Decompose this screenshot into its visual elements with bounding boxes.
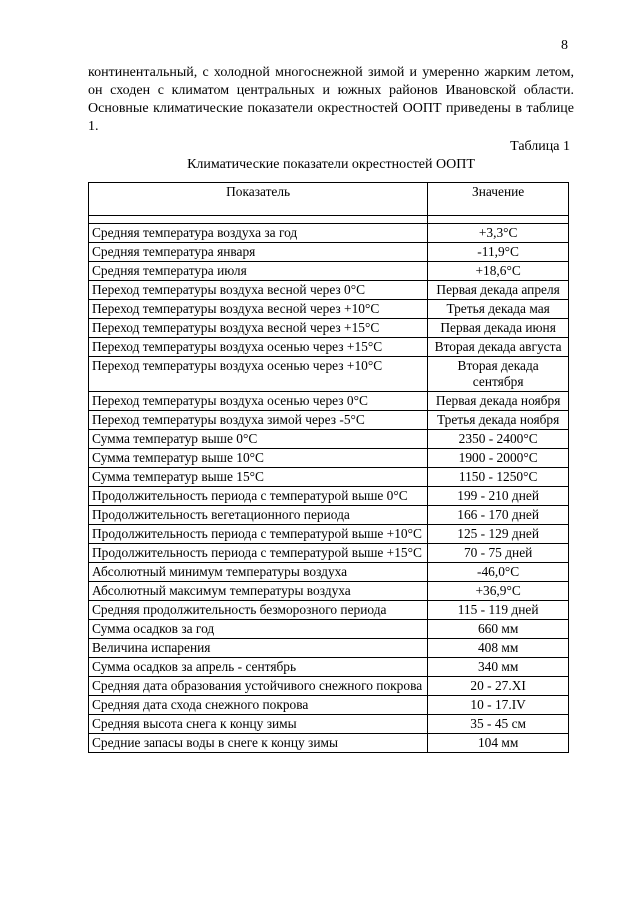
table-row xyxy=(89,449,569,468)
indicator-cell: Средняя дата схода снежного покрова xyxy=(89,696,428,715)
indicator-cell: Продолжительность периода с температурой выше +15°C xyxy=(89,544,428,563)
table-row xyxy=(89,338,569,357)
value-cell: +3,3°C xyxy=(428,224,569,243)
header-value: Значение xyxy=(428,183,569,216)
value-cell: 199 - 210 дней xyxy=(428,487,569,506)
table-row xyxy=(89,677,569,696)
indicator-cell: Средняя высота снега к концу зимы xyxy=(89,715,428,734)
indicator-cell: Переход температуры воздуха осенью через 0°C xyxy=(89,392,428,411)
indicator-cell: Абсолютный минимум температуры воздуха xyxy=(89,563,428,582)
table-row xyxy=(89,582,569,601)
table-label: Таблица 1 xyxy=(510,139,570,154)
intro-paragraph xyxy=(88,64,574,136)
table-row xyxy=(89,620,569,639)
value-cell: Вторая декада августа xyxy=(428,338,569,357)
table-row xyxy=(89,487,569,506)
table-body xyxy=(89,216,569,753)
table-row xyxy=(89,639,569,658)
table-header-row xyxy=(89,183,569,216)
table-row xyxy=(89,300,569,319)
intro-text: континентальный, с холодной многоснежной зимой и умеренно жарким летом, он сходен с климатом центральных и южных районов Ивановской области. Основные климатические показатели окрестностей ООПТ приведены в таблице 1. xyxy=(88,65,574,134)
table-row xyxy=(89,468,569,487)
table-row xyxy=(89,392,569,411)
value-cell: Первая декада ноября xyxy=(428,392,569,411)
value-cell: 125 - 129 дней xyxy=(428,525,569,544)
table-row xyxy=(89,506,569,525)
indicator-cell: Переход температуры воздуха весной через +15°C xyxy=(89,319,428,338)
value-cell: 1150 - 1250°C xyxy=(428,468,569,487)
table-row xyxy=(89,224,569,243)
table-row xyxy=(89,262,569,281)
indicator-cell: Сумма температур выше 0°C xyxy=(89,430,428,449)
value-cell: Третья декада мая xyxy=(428,300,569,319)
value-cell: +18,6°C xyxy=(428,262,569,281)
value-cell: 10 - 17.IV xyxy=(428,696,569,715)
indicator-cell: Продолжительность вегетационного периода xyxy=(89,506,428,525)
value-cell: 166 - 170 дней xyxy=(428,506,569,525)
table-row xyxy=(89,411,569,430)
indicator-cell: Средние запасы воды в снеге к концу зимы xyxy=(89,734,428,753)
value-cell: 20 - 27.XI xyxy=(428,677,569,696)
value-cell: 660 мм xyxy=(428,620,569,639)
indicator-cell: Сумма температур выше 15°C xyxy=(89,468,428,487)
table-row xyxy=(89,281,569,300)
table-row xyxy=(89,715,569,734)
indicator-cell: Сумма осадков за год xyxy=(89,620,428,639)
value-cell: 35 - 45 см xyxy=(428,715,569,734)
value-cell: 104 мм xyxy=(428,734,569,753)
value-cell: 70 - 75 дней xyxy=(428,544,569,563)
indicator-cell: Переход температуры воздуха весной через +10°C xyxy=(89,300,428,319)
indicator-cell: Средняя температура воздуха за год xyxy=(89,224,428,243)
table-row xyxy=(89,563,569,582)
value-cell: +36,9°C xyxy=(428,582,569,601)
value-cell: -46,0°C xyxy=(428,563,569,582)
table-row xyxy=(89,525,569,544)
table-row xyxy=(89,430,569,449)
table-row xyxy=(89,658,569,677)
table-row xyxy=(89,243,569,262)
value-cell: Вторая декада сентября xyxy=(428,357,569,392)
table-row xyxy=(89,544,569,563)
indicator-cell: Переход температуры воздуха весной через 0°C xyxy=(89,281,428,300)
indicator-cell: Средняя дата образования устойчивого снежного покрова xyxy=(89,677,428,696)
table-caption: Климатические показатели окрестностей ООПТ xyxy=(187,157,475,172)
value-cell: Третья декада ноября xyxy=(428,411,569,430)
climate-table xyxy=(88,182,569,753)
value-cell: -11,9°C xyxy=(428,243,569,262)
indicator-cell: Абсолютный максимум температуры воздуха xyxy=(89,582,428,601)
indicator-cell: Средняя продолжительность безморозного периода xyxy=(89,601,428,620)
indicator-cell: Сумма температур выше 10°C xyxy=(89,449,428,468)
value-cell: 408 мм xyxy=(428,639,569,658)
indicator-cell: Переход температуры воздуха зимой через -5°C xyxy=(89,411,428,430)
value-cell: 115 - 119 дней xyxy=(428,601,569,620)
table-row xyxy=(89,601,569,620)
table-row xyxy=(89,319,569,338)
table-spacer-row xyxy=(89,216,569,224)
table-row xyxy=(89,357,569,392)
indicator-cell: Продолжительность периода с температурой выше 0°C xyxy=(89,487,428,506)
indicator-cell: Средняя температура июля xyxy=(89,262,428,281)
indicator-cell: Величина испарения xyxy=(89,639,428,658)
value-cell: Первая декада июня xyxy=(428,319,569,338)
indicator-cell: Продолжительность периода с температурой выше +10°C xyxy=(89,525,428,544)
header-indicator: Показатель xyxy=(89,183,428,216)
value-cell: 2350 - 2400°C xyxy=(428,430,569,449)
table-row xyxy=(89,734,569,753)
value-cell: 1900 - 2000°C xyxy=(428,449,569,468)
indicator-cell: Переход температуры воздуха осенью через +10°C xyxy=(89,357,428,392)
value-cell: Первая декада апреля xyxy=(428,281,569,300)
indicator-cell: Сумма осадков за апрель - сентябрь xyxy=(89,658,428,677)
value-cell: 340 мм xyxy=(428,658,569,677)
indicator-cell: Средняя температура января xyxy=(89,243,428,262)
table-row xyxy=(89,696,569,715)
page-number: 8 xyxy=(561,38,568,53)
indicator-cell: Переход температуры воздуха осенью через +15°C xyxy=(89,338,428,357)
